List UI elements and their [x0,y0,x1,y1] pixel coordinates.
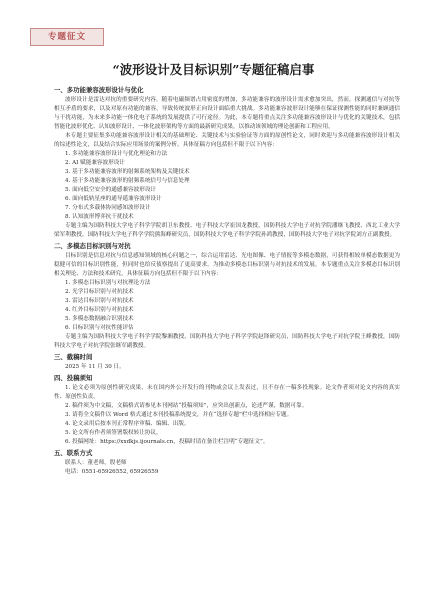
list-item: 7. 分布式多载体协同感知波形设计 [65,205,151,211]
list-item: 4. 红外目标识别与对抗技术 [65,307,134,313]
list-item: 2. 光学目标识别与对抗技术 [65,289,134,295]
paragraph: 本专题主要征集多功能兼容波形设计相关的基础理论、关键技术与实验验证等方面的原创性论文，同时欢迎与多功能兼容波形设计相关的综述性论文，以及结合实际应用场景的案例分析。具体征稿方向包括但不限于以下内容： [54,133,400,148]
section-deadline [54,353,400,372]
deadline-text: 2025 年 11 月 30 日。 [65,364,125,370]
column-badge: 专题征文 [30,28,104,46]
section-heading: 四、投稿须知 [54,374,93,382]
list-item: 2. AI 赋能兼容波形设计 [65,160,125,166]
list-item: 6. 面向低轨星座的通导遥兼容波形设计 [65,196,162,202]
list-item: 3. 基于多功能兼容波形的射频系统架构及关键技术 [65,169,190,175]
list-item: 3. 雷达目标识别与对抗技术 [65,298,134,304]
note-item: 1. 论文必须为原创性研究成果，未在国内外公开发行的刊物或会议上发表过，且不存在一稿多投现象。论文作者须对论文内容的真实性、原创性负责。 [54,385,400,400]
note-item: 6. 投稿网址：https://xxdkjs.ijournals.cn，投稿时请在备注栏注明“专题征文”。 [65,439,269,445]
list-item: 8. 认知波形博弈抗干扰技术 [65,214,134,220]
section-target-recognition [54,242,400,351]
section-heading: 二、多模态目标识别与对抗 [54,242,131,250]
contact-phone: 电话：0551-65926552, 65926559 [65,469,159,475]
section-submission-notes [54,374,400,447]
section-contact [54,449,400,477]
list-item: 6. 目标识别与对抗性能评估 [65,325,134,331]
page-title: “波形设计及目标识别”专题征稿启事 [112,62,315,77]
contact-person: 联系人：董老师，殷老师 [65,460,127,466]
note-item: 3. 请将全文稿件以 Word 格式通过本刊投稿系统提交，并在“选择专题”栏中选择相应专题。 [65,412,293,418]
note-item: 5. 论文所有作者须签署版权转让协议。 [65,430,162,436]
list-item: 1. 多功能兼容波形设计与优化理论和方法 [65,151,168,157]
list-item: 1. 多模态目标识别与对抗理论方法 [65,280,151,286]
list-item: 4. 基于多功能兼容波形的射频系统信号与信息处理 [65,178,190,184]
note-item: 2. 稿件须为中文稿，文稿格式请参见本刊网站“投稿须知”，应突出创新点，论述严谨，数据可靠。 [65,403,308,409]
section-waveform-design [54,86,400,240]
paragraph: 波形设计是雷达对抗的重要研究内容。随着电磁频谱占用密度的增加，多功能兼容的波形设计需求愈加突出，然而，探测通信与对抗等相互矛盾的要求，以及对原有功能的兼容，导致传统波形正向设计面临重大挑战。多功能兼容波形设计能够在保证探测性能的同时兼顾通信与干扰功能，为未来多功能一体化电子系统的发展提供了可行途径。为此，本专题将重点关注多功能兼容波形设计与优化的关键技术，包括智能化波形优化、认知波形设计、一体化波形架构等方面的最新研究成果，以推动该领域的理论创新和工程应用。 [54,97,400,130]
list-item: 5. 面向低空安全的通感兼容波形设计 [65,187,157,193]
paragraph: 目标识别是信息对抗与信息感知领域的核心问题之一，综合运用雷达、光电图像、电子情报等多模态数据，可获得相较单模态数据更为稳健可信的目标识别性能，但同时也给反侦察提出了更高要求。为推动多模态目标识别与对抗技术的发展，本专题重点关注多模态目标识别相关理论、方法和技术研究。具体征稿方向包括但不限于以下内容： [54,253,400,277]
article-body [54,84,400,477]
section-heading: 一、多功能兼容波形设计与优化 [54,86,144,94]
editors-paragraph: 专题主编为国防科技大学电子科学学院黎湘教授，国防科技大学电子科学学院赵锋研究员，国防科技大学电子对抗学院王峰教授，国防科技大学电子对抗学院张继军副教授。 [54,334,400,349]
section-heading: 三、截稿时间 [54,353,93,361]
list-item: 5. 多模态数据融合识别技术 [65,316,134,322]
section-heading: 五、联系方式 [54,449,93,457]
note-item: 4. 论文录用后按本刊正常程序审稿、编辑、出版。 [65,421,190,427]
editors-paragraph: 专题主编为国防科技大学电子科学学院胡卫东教授、电子科技大学崔国龙教授，国防科技大学电子对抗学院潘继飞教授、西北工业大学梁军利教授，国防科技大学电子科学学院熊海峰研究员，国防科技大学电子科学学院孙鸿教授，国防科技大学电子对抗学院刘方正副教授。 [54,223,400,238]
